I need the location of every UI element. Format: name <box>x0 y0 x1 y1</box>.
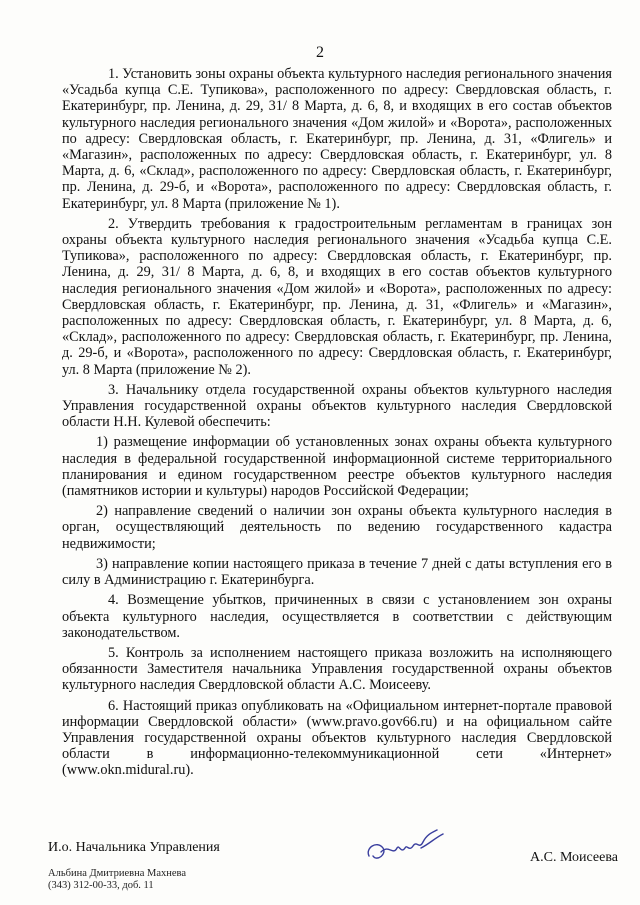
paragraph-5: 5. Контроль за исполнением настоящего приказа возложить на исполняющего обязанности Заместителя начальника Управления государственной охраны объектов культурного наследия Свердловской области А.С. Моисееву. <box>62 644 612 694</box>
paragraph-6: 6. Настоящий приказ опубликовать на «Официальном интернет-портале правовой информации Свердловской области» (www.pravo.gov66.ru) и на официальном сайте Управления государственной охраны объектов культурного наследия Свердловской области в информационно-телекоммуникационной сети «Интернет» (www.okn.midural.ru). <box>62 697 612 779</box>
executor-info <box>48 868 186 892</box>
paragraph-3: 3. Начальнику отдела государственной охраны объектов культурного наследия Управления государственной охраны объектов культурного наследия Свердловской области Н.Н. Кулевой обеспечить: <box>62 381 612 431</box>
paragraph-2: 2. Утвердить требования к градостроительным регламентам в границах зон охраны объекта культурного наследия регионального значения «Усадьба купца С.Е. Тупикова», расположенного по адресу: Свердловская область, г. Екатеринбург, пр. Ленина, д. 29, 31/ 8 Марта, д. 6, 8, и входящих в его состав объектов культурного наследия регионального значения «Дом жилой» и «Ворота», расположенных по адресу: Свердловская область, г. Екатеринбург, пр. Ленина, д. 31, «Флигель» и «Магазин», расположенных по адресу: Свердловская область, г. Екатеринбург, ул. 8 Марта, д. 6, «Склад», расположенного по адресу: Свердловская область, г. Екатеринбург, пр. Ленина, д. 29-б, и «Ворота», расположенного по адресу: Свердловская область, г. Екатеринбург, ул. 8 Марта (приложение № 2). <box>62 215 612 378</box>
document-body <box>62 66 612 783</box>
executor-name: Альбина Дмитриевна Махнева <box>48 868 187 879</box>
paragraph-4: 4. Возмещение убытков, причиненных в связи с установлением зон охраны объекта культурного наследия, осуществляется в соответствии с действующим законодательством. <box>62 592 612 641</box>
signatory-name: А.С. Моисеева <box>530 850 618 865</box>
handwritten-signature <box>363 826 453 872</box>
paragraph-3-item-3: 3) направление копии настоящего приказа в течение 7 дней с даты вступления его в силу в Администрацию г. Екатеринбурга. <box>62 555 612 589</box>
paragraph-3-item-1: 1) размещение информации об установленных зонах охраны объекта культурного наследия в федеральной государственной информационной системе территориального планирования и едином государственном реестре объектов культурного наследия (памятников истории и культуры) народов Российской Федерации; <box>62 434 612 500</box>
executor-phone: (343) 312-00-33, доб. 11 <box>48 880 154 891</box>
paragraph-1: 1. Установить зоны охраны объекта культурного наследия регионального значения «Усадьба купца С.Е. Тупикова», расположенного по адресу: Свердловская область, г. Екатеринбург, пр. Ленина, д. 29, 31/ 8 Марта, д. 6, 8, и входящих в его состав объектов культурного наследия регионального значения «Дом жилой» и «Ворота», расположенных по адресу: Свердловская область, г. Екатеринбург, пр. Ленина, д. 31, «Флигель» и «Магазин», расположенных по адресу: Свердловская область, г. Екатеринбург, ул. 8 Марта, д. 6, «Склад», расположенного по адресу: Свердловская область, г. Екатеринбург, пр. Ленина, д. 29-б, и «Ворота», расположенного по адресу: Свердловская область, г. Екатеринбург, ул. 8 Марта (приложение № 1). <box>62 66 612 212</box>
page-number: 2 <box>316 44 324 61</box>
signatory-position: И.о. Начальника Управления <box>48 840 220 855</box>
paragraph-3-item-2: 2) направление сведений о наличии зон охраны объекта культурного наследия в орган, осуществляющий деятельность по ведению государственного кадастра недвижимости; <box>62 503 612 552</box>
